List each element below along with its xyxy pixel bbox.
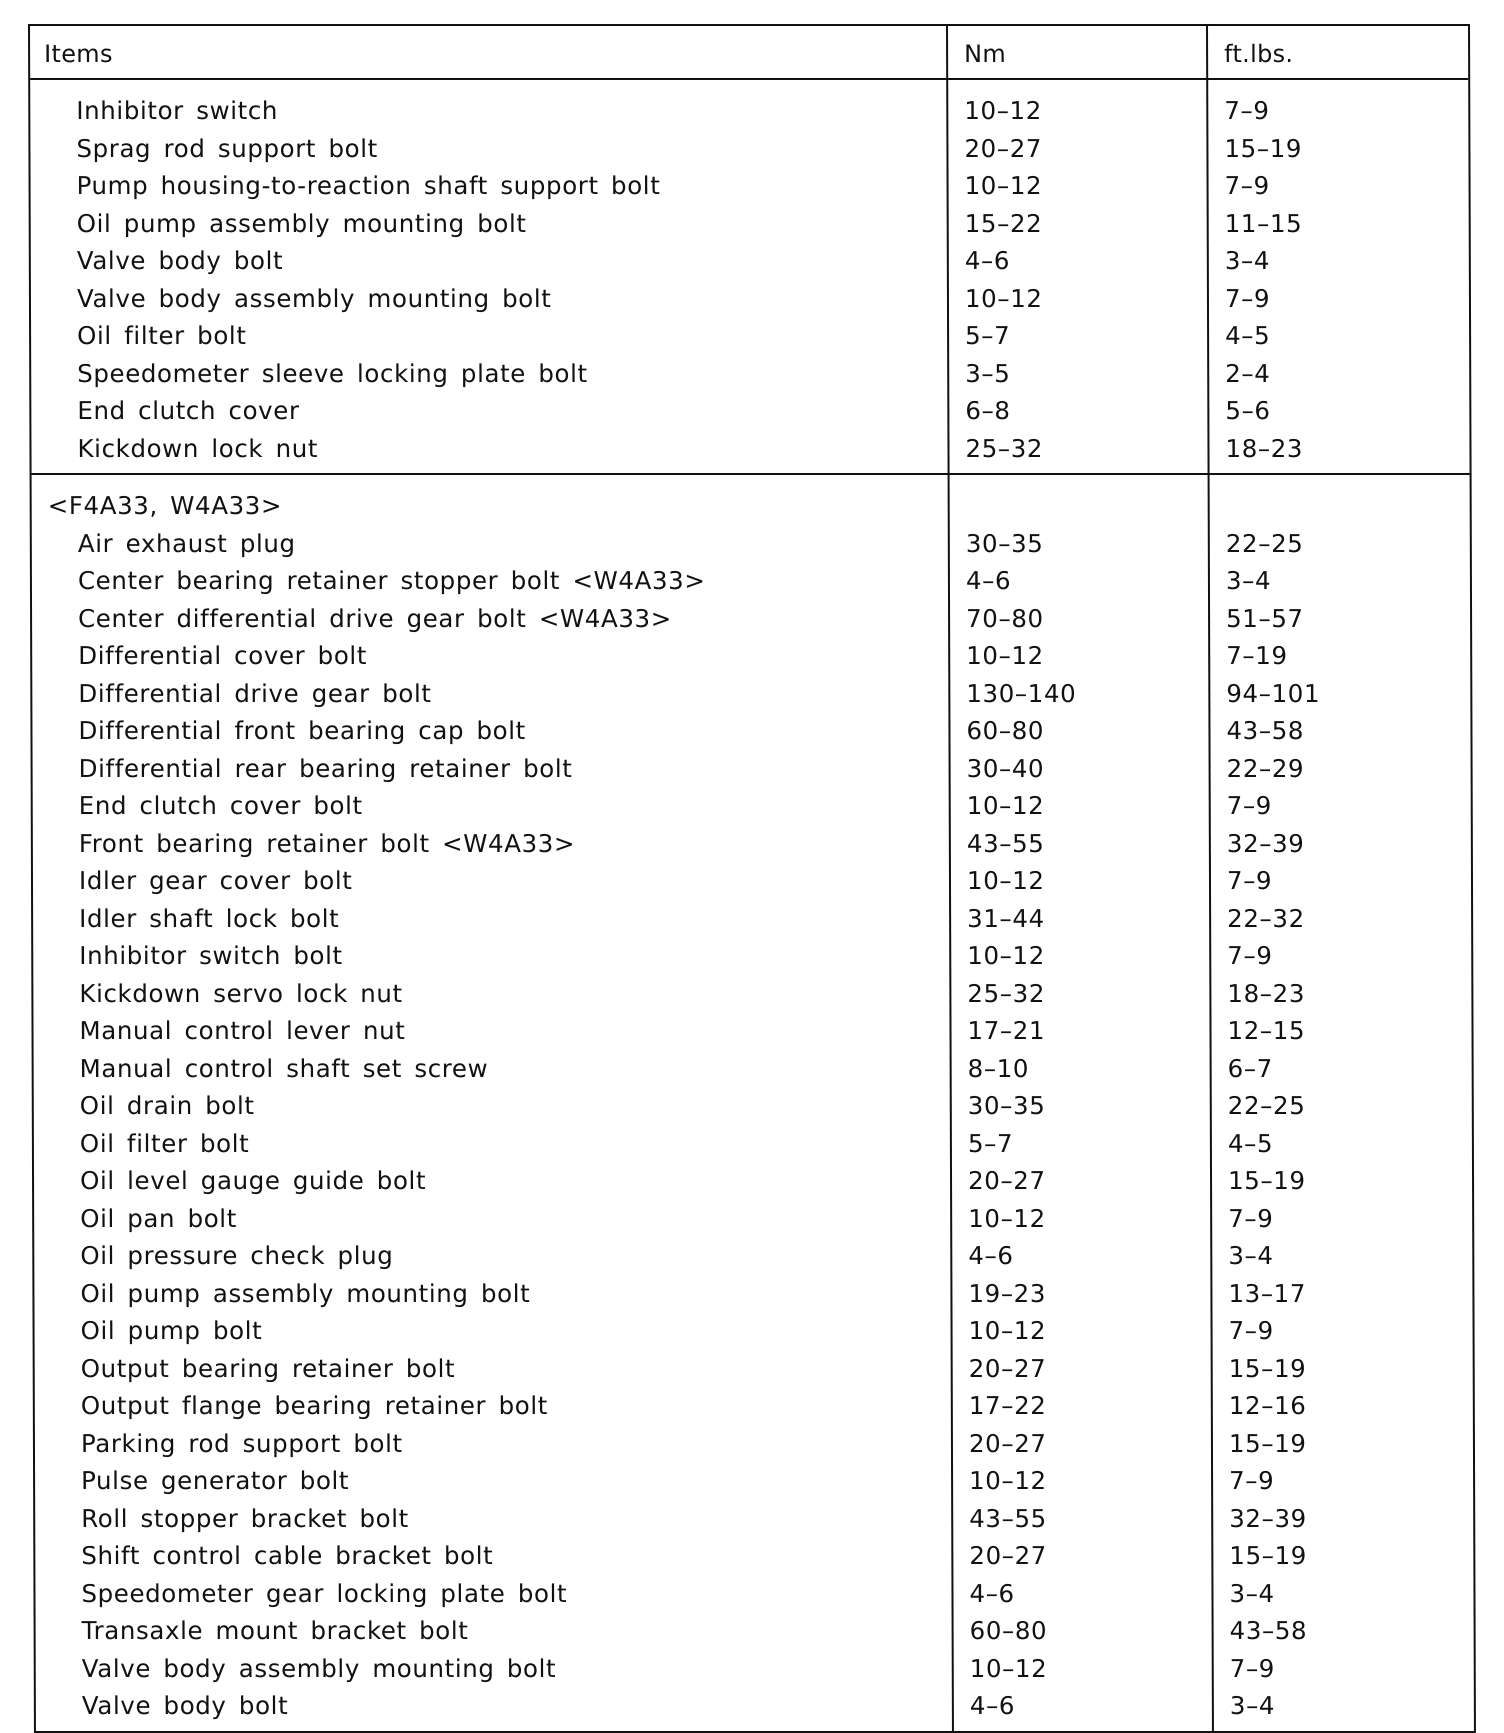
torque-ftlbs: 3–4 — [1228, 1241, 1274, 1270]
item-name: Inhibitor switch bolt — [79, 941, 343, 970]
torque-nm: 10–12 — [964, 283, 1043, 313]
torque-nm: 4–6 — [969, 1578, 1015, 1608]
item-name: Center differential drive gear bolt <W4A33> — [78, 603, 672, 633]
item-name: Inhibitor switch — [76, 96, 279, 125]
items-column — [32, 475, 954, 1731]
torque-ftlbs: 15–19 — [1227, 1166, 1306, 1195]
header-nm: Nm — [948, 26, 1208, 78]
torque-ftlbs: 6–7 — [1227, 1053, 1273, 1083]
torque-nm: 25–32 — [965, 433, 1044, 463]
spacer — [1210, 487, 1470, 525]
torque-ftlbs: 4–5 — [1225, 321, 1271, 350]
torque-nm: 19–23 — [968, 1278, 1047, 1308]
item-name: End clutch cover bolt — [78, 791, 363, 820]
torque-nm: 4–6 — [964, 246, 1011, 275]
item-name: Oil level gauge guide bolt — [79, 1166, 427, 1195]
torque-ftlbs: 15–19 — [1229, 1541, 1308, 1570]
torque-nm: 10–12 — [966, 641, 1044, 670]
item-name: Oil pump assembly mounting bolt — [76, 208, 527, 238]
torque-nm: 4–6 — [969, 1691, 1016, 1720]
item-name: Sprag rod support bolt — [76, 133, 378, 163]
item-name: Parking rod support bolt — [80, 1428, 403, 1458]
item-name: Differential cover bolt — [78, 641, 368, 670]
torque-nm: 5–7 — [965, 321, 1011, 350]
torque-nm: 10–12 — [967, 941, 1045, 970]
torque-ftlbs: 7–9 — [1228, 1316, 1274, 1345]
torque-nm: 25–32 — [967, 978, 1046, 1008]
torque-ftlbs: 32–39 — [1229, 1503, 1307, 1533]
torque-nm: 30–35 — [967, 1091, 1046, 1120]
table-section-general — [30, 80, 1469, 475]
torque-nm: 10–12 — [964, 96, 1042, 125]
item-name: Output flange bearing retainer bolt — [80, 1391, 548, 1420]
torque-ftlbs: 3–4 — [1225, 566, 1272, 595]
torque-nm: 20–27 — [968, 1428, 1047, 1458]
torque-nm: 17–22 — [968, 1391, 1047, 1420]
item-name: Valve body bolt — [76, 246, 284, 275]
torque-nm: 10–12 — [964, 171, 1043, 200]
torque-nm: 10–12 — [968, 1203, 1046, 1233]
torque-ftlbs: 7–9 — [1224, 283, 1271, 313]
torque-nm: 10–12 — [969, 1653, 1048, 1683]
torque-ftlbs: 7–9 — [1226, 791, 1273, 820]
torque-nm: 5–7 — [967, 1128, 1014, 1158]
item-name: Valve body bolt — [81, 1691, 289, 1720]
item-name: Oil drain bolt — [79, 1091, 255, 1120]
torque-ftlbs: 22–25 — [1225, 528, 1304, 558]
torque-ftlbs: 13–17 — [1228, 1278, 1307, 1308]
item-name: Manual control lever nut — [79, 1016, 406, 1045]
torque-ftlbs: 2–4 — [1225, 358, 1271, 388]
torque-ftlbs: 94–101 — [1226, 678, 1321, 708]
torque-ftlbs: 15–19 — [1228, 1353, 1307, 1383]
torque-spec-table — [28, 24, 1476, 1733]
item-name: Speedometer sleeve locking plate bolt — [77, 358, 588, 388]
torque-nm: 10–12 — [969, 1466, 1047, 1495]
torque-nm: 60–80 — [966, 716, 1045, 745]
torque-nm: 20–27 — [964, 133, 1043, 163]
torque-ftlbs: 22–32 — [1227, 903, 1305, 933]
item-name: Differential rear bearing retainer bolt — [78, 753, 573, 783]
items-column — [30, 80, 949, 473]
torque-ftlbs: 51–57 — [1226, 603, 1304, 633]
item-name: Pulse generator bolt — [81, 1466, 350, 1495]
torque-ftlbs: 3–4 — [1229, 1578, 1275, 1608]
torque-ftlbs: 15–19 — [1228, 1428, 1307, 1458]
torque-ftlbs: 43–58 — [1229, 1616, 1308, 1645]
torque-nm: 43–55 — [966, 828, 1045, 858]
torque-ftlbs: 7–9 — [1228, 1203, 1274, 1233]
torque-ftlbs: 7–9 — [1229, 1653, 1276, 1683]
torque-ftlbs: 7–9 — [1226, 866, 1273, 895]
torque-nm: 17–21 — [967, 1016, 1046, 1045]
item-name: Kickdown servo lock nut — [79, 978, 403, 1008]
torque-ftlbs: 18–23 — [1225, 433, 1304, 463]
item-name: Speedometer gear locking plate bolt — [81, 1578, 568, 1608]
torque-nm: 4–6 — [965, 566, 1012, 595]
item-name: Oil filter bolt — [79, 1128, 250, 1158]
torque-nm: 15–22 — [964, 208, 1043, 238]
torque-ftlbs: 12–15 — [1227, 1016, 1306, 1045]
torque-ftlbs: 12–16 — [1228, 1391, 1307, 1420]
torque-ftlbs: 7–9 — [1224, 171, 1270, 200]
nm-column — [950, 475, 1214, 1731]
item-name: Valve body assembly mounting bolt — [76, 283, 552, 313]
item-name: Differential front bearing cap bolt — [78, 716, 526, 745]
item-name: Transaxle mount bracket bolt — [81, 1616, 469, 1645]
item-name: Idler gear cover bolt — [78, 866, 353, 895]
torque-nm: 60–80 — [969, 1616, 1048, 1645]
item-name: Kickdown lock nut — [77, 433, 319, 463]
torque-ftlbs: 5–6 — [1225, 396, 1271, 425]
item-name: Oil pump bolt — [80, 1316, 263, 1345]
item-name: Valve body assembly mounting bolt — [81, 1653, 557, 1683]
torque-ftlbs: 7–9 — [1227, 941, 1273, 970]
torque-ftlbs: 15–19 — [1224, 133, 1303, 163]
item-name: Roll stopper bracket bolt — [81, 1503, 409, 1533]
torque-ftlbs: 4–5 — [1227, 1128, 1274, 1158]
torque-nm: 20–27 — [968, 1353, 1047, 1383]
item-name: Center bearing retainer stopper bolt <W4A33> — [77, 566, 706, 595]
torque-ftlbs: 22–25 — [1227, 1091, 1306, 1120]
item-name: Differential drive gear bolt — [78, 678, 432, 708]
item-name: Oil pan bolt — [80, 1203, 237, 1233]
torque-nm: 4–6 — [968, 1241, 1014, 1270]
item-name: Manual control shaft set screw — [79, 1053, 489, 1083]
item-name: End clutch cover — [77, 396, 300, 425]
torque-nm: 43–55 — [969, 1503, 1047, 1533]
torque-ftlbs: 7–19 — [1226, 641, 1288, 670]
torque-ftlbs: 11–15 — [1224, 208, 1303, 238]
torque-nm: 6–8 — [965, 396, 1011, 425]
table-header — [30, 26, 1468, 80]
torque-ftlbs: 18–23 — [1227, 978, 1306, 1008]
item-name: Front bearing retainer bolt <W4A33> — [78, 828, 576, 858]
torque-ftlbs: 3–4 — [1229, 1691, 1276, 1720]
torque-ftlbs: 7–9 — [1229, 1466, 1275, 1495]
torque-nm: 10–12 — [966, 791, 1045, 820]
header-ftlbs: ft.lbs. — [1224, 40, 1294, 68]
torque-ftlbs: 43–58 — [1226, 716, 1305, 745]
nm-column — [948, 80, 1209, 473]
torque-nm: 20–27 — [969, 1541, 1048, 1570]
torque-nm: 70–80 — [966, 603, 1044, 633]
item-name: Oil filter bolt — [77, 321, 247, 350]
torque-nm: 3–5 — [965, 358, 1011, 388]
torque-nm: 30–35 — [965, 528, 1044, 558]
item-name: Idler shaft lock bolt — [79, 903, 340, 933]
torque-ftlbs: 7–9 — [1224, 96, 1270, 125]
torque-ftlbs: 3–4 — [1224, 246, 1271, 275]
torque-ftlbs: 32–39 — [1226, 828, 1305, 858]
item-name: Air exhaust plug — [77, 528, 296, 558]
ftlbs-column — [1208, 80, 1469, 473]
section-title: <F4A33, W4A33> — [47, 491, 283, 520]
torque-nm: 10–12 — [968, 1316, 1047, 1345]
item-name: Oil pump assembly mounting bolt — [80, 1278, 531, 1308]
torque-nm: 130–140 — [966, 678, 1077, 708]
item-name: Output bearing retainer bolt — [80, 1353, 456, 1383]
item-name: Shift control cable bracket bolt — [81, 1541, 494, 1570]
torque-nm: 10–12 — [966, 866, 1045, 895]
torque-nm: 30–40 — [966, 753, 1045, 783]
torque-nm: 20–27 — [967, 1166, 1046, 1195]
ftlbs-column — [1210, 475, 1474, 1731]
torque-ftlbs: 22–29 — [1226, 753, 1305, 783]
item-name: Pump housing-to-reaction shaft support bolt — [76, 171, 661, 200]
item-name: Oil pressure check plug — [80, 1241, 394, 1270]
torque-nm: 31–44 — [967, 903, 1045, 933]
spacer — [950, 487, 1208, 525]
table-section-f4a33-w4a33 — [32, 475, 1474, 1731]
header-items: Items — [30, 26, 948, 78]
torque-nm: 8–10 — [967, 1053, 1030, 1083]
